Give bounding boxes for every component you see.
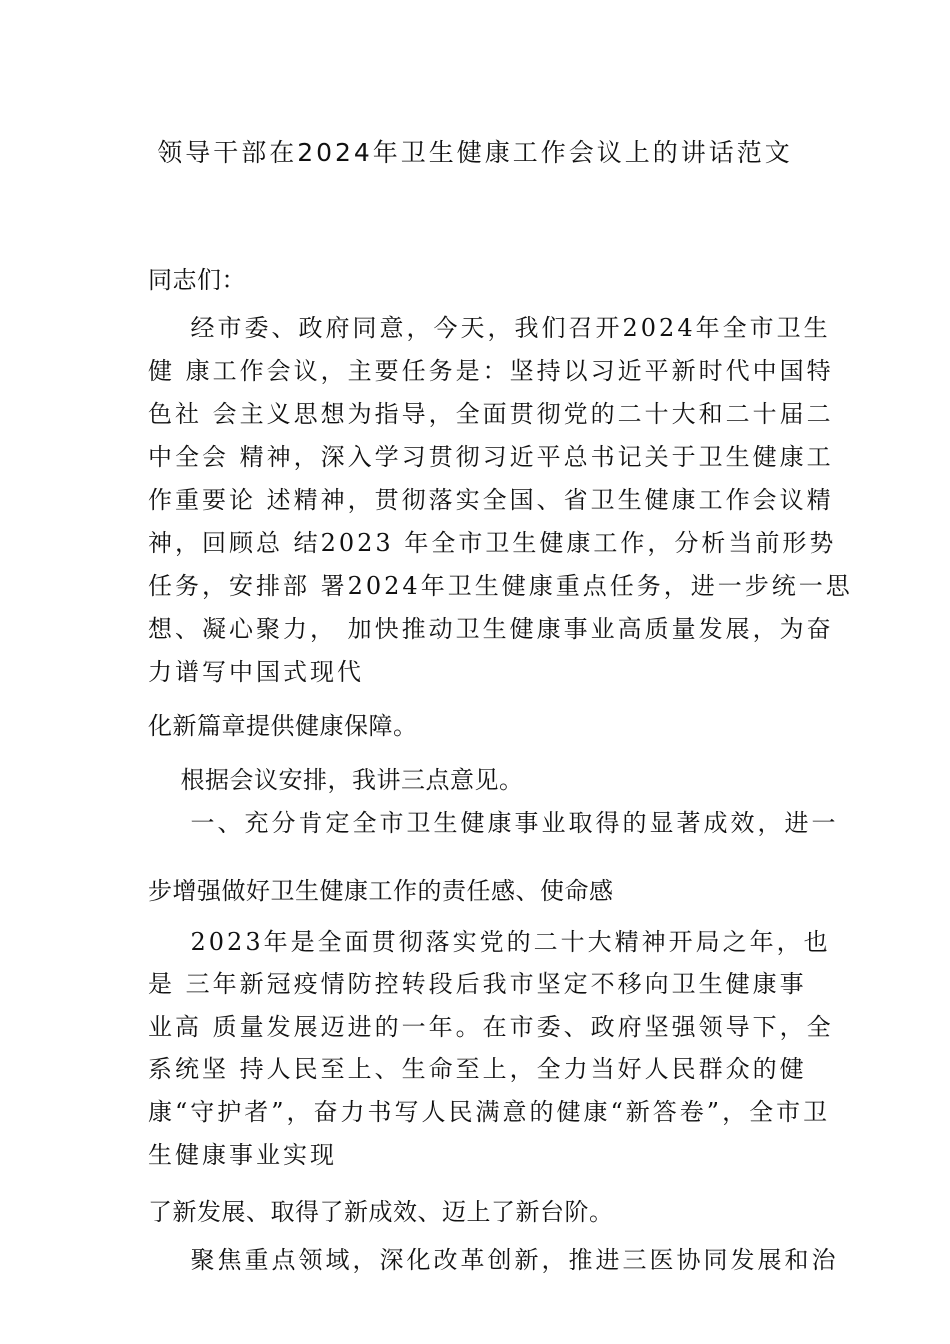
document-title: 领导干部在2024年卫生健康工作会议上的讲话范文 <box>157 138 793 167</box>
body-line: 化新篇章提供健康保障。 <box>148 712 418 740</box>
body-line: 色社 会主义思想为指导，全面贯彻党的二十大和二十届二 <box>148 400 834 428</box>
body-line: 想、凝心聚力， 加快推动卫生健康事业高质量发展，为奋 <box>148 615 834 643</box>
body-line: 2023年是全面贯彻落实党的二十大精神开局之年，也 <box>148 928 831 956</box>
section-heading-line: 步增强做好卫生健康工作的责任感、使命感 <box>148 877 614 905</box>
body-line: 经市委、政府同意，今天，我们召开2024年全市卫生 <box>148 314 831 342</box>
body-line: 是 三年新冠疫情防控转段后我市坚定不移向卫生健康事 <box>148 970 807 998</box>
section-heading-line: 一、充分肯定全市卫生健康事业取得的显著成效，进一 <box>148 809 839 837</box>
body-line: 神，回顾总 结2023 年全市卫生健康工作，分析当前形势 <box>148 529 837 557</box>
body-line: 健 康工作会议，主要任务是：坚持以习近平新时代中国特 <box>148 357 834 385</box>
body-line: 力谱写中国式现代 <box>148 658 364 686</box>
body-line: 聚焦重点领域，深化改革创新，推进三医协同发展和治 <box>148 1246 839 1274</box>
body-line: 任务，安排部 署2024年卫生健康重点任务，进一步统一思 <box>148 572 853 600</box>
body-line: 系统坚 持人民至上、生命至上，全力当好人民群众的健 <box>148 1055 807 1083</box>
body-line: 业高 质量发展迈进的一年。在市委、政府坚强领导下，全 <box>148 1013 834 1041</box>
body-line: 了新发展、取得了新成效、迈上了新台阶。 <box>148 1198 614 1226</box>
body-line: 根据会议安排，我讲三点意见。 <box>148 766 524 794</box>
body-line: 康“守护者”，奋力书写人民满意的健康“新答卷”，全市卫 <box>148 1098 831 1126</box>
body-line: 生健康事业实现 <box>148 1141 337 1169</box>
body-line: 中全会 精神，深入学习贯彻习近平总书记关于卫生健康工 <box>148 443 834 471</box>
salutation-line: 同志们： <box>148 266 246 294</box>
body-line: 作重要论 述精神，贯彻落实全国、省卫生健康工作会议精 <box>148 486 834 514</box>
